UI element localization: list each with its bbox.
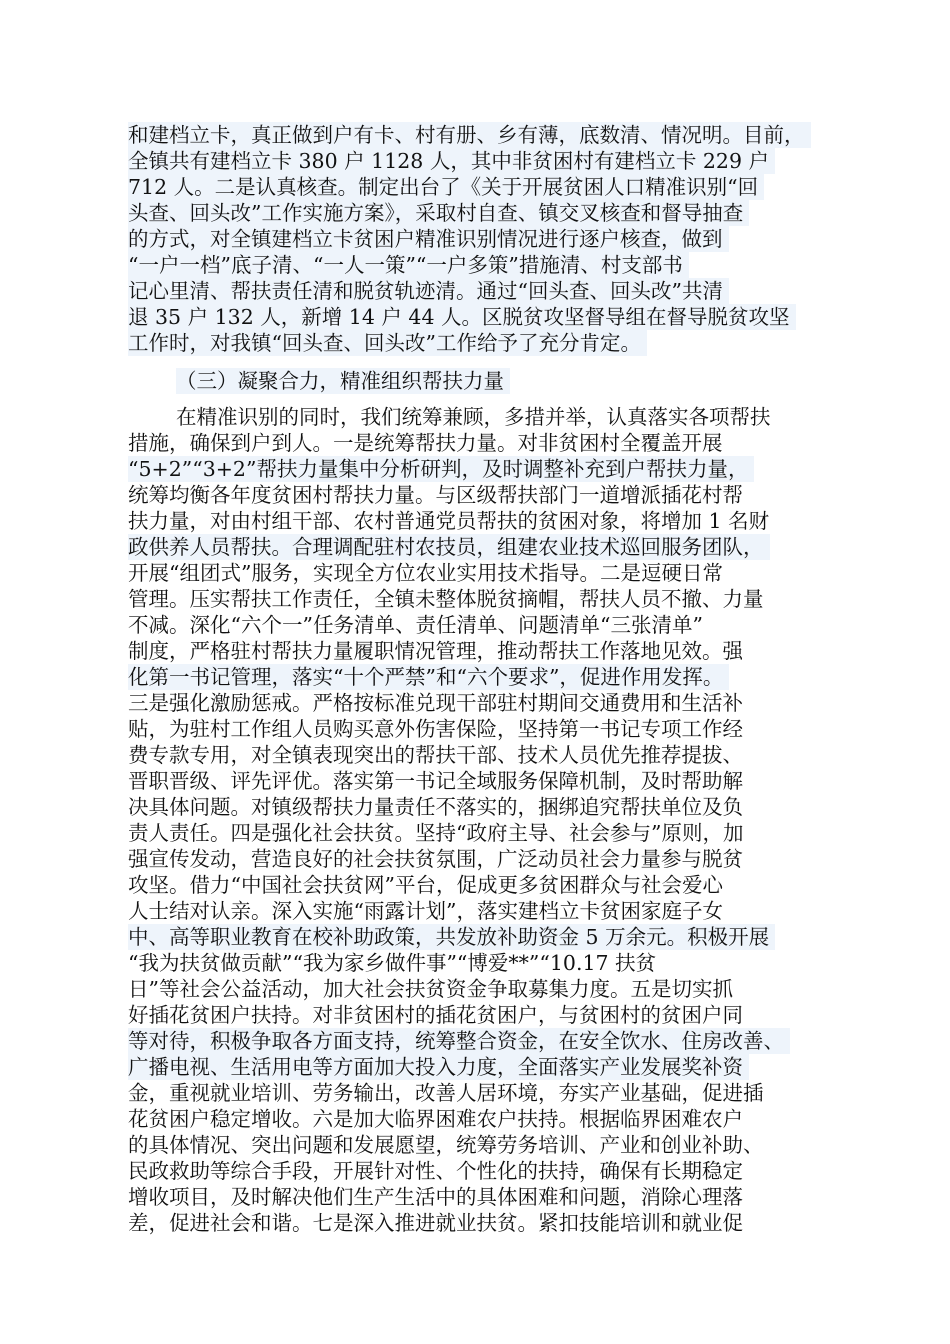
paragraph-1-line: 712 人。二是认真核查。制定出台了《关于开展贫困人口精准识别“回 xyxy=(128,174,764,200)
paragraph-2-line: 不减。深化“六个一”任务清单、责任清单、问题清单“三张清单” xyxy=(128,613,703,637)
paragraph-2-line: 政供养人员帮扶。合理调配驻村农技员，组建农业技术巡回服务团队， xyxy=(128,534,770,560)
paragraph-2-line: 费专款专用，对全镇表现突出的帮扶干部、技术人员优先推荐提拔、 xyxy=(128,743,743,767)
paragraph-2-line: 强宣传发动，营造良好的社会扶贫氛围，广泛动员社会力量参与脱贫 xyxy=(128,847,743,871)
paragraph-1-line: 全镇共有建档立卡 380 户 1128 人，其中非贫困村有建档立卡 229 户 xyxy=(128,148,775,174)
section-heading: （三）凝聚合力，精准组织帮扶力量 xyxy=(176,368,510,394)
paragraph-2-line: 增收项目，及时解决他们生产生活中的具体困难和问题，消除心理落 xyxy=(128,1185,743,1209)
paragraph-2-line: 民政救助等综合手段，开展针对性、个性化的扶持，确保有长期稳定 xyxy=(128,1159,743,1183)
paragraph-2-line: 在精准识别的同时，我们统筹兼顾，多措并举，认真落实各项帮扶 xyxy=(176,405,771,429)
paragraph-1-line: 退 35 户 132 人，新增 14 户 44 人。区脱贫攻坚督导组在督导脱贫攻坚 xyxy=(128,304,796,330)
paragraph-2-line: 差，促进社会和谐。七是深入推进就业扶贫。紧扣技能培训和就业促 xyxy=(128,1211,743,1235)
paragraph-2-line: 金，重视就业培训、劳务输出，改善人居环境，夯实产业基础，促进插 xyxy=(128,1081,764,1105)
paragraph-2-line: “5+2”“3+2”帮扶力量集中分析研判，及时调整补充到户帮扶力量， xyxy=(128,456,754,482)
paragraph-2-line: 广播电视、生活用电等方面加大投入力度，全面落实产业发展奖补资 xyxy=(128,1054,749,1080)
paragraph-2-line: 责人责任。四是强化社会扶贫。坚持“政府主导、社会参与”原则，加 xyxy=(128,821,744,845)
paragraph-2-line: 等对待，积极争取各方面支持，统筹整合资金，在安全饮水、住房改善、 xyxy=(128,1028,790,1054)
paragraph-2-line: 晋职晋级、评先评优。落实第一书记全域服务保障机制，及时帮助解 xyxy=(128,769,743,793)
paragraph-2-line: 决具体问题。对镇级帮扶力量责任不落实的，捆绑追究帮扶单位及负 xyxy=(128,795,743,819)
paragraph-2-line: 扶力量，对由村组干部、农村普通党员帮扶的贫困对象，将增加 1 名财 xyxy=(128,509,770,533)
paragraph-2-line: “我为扶贫做贡献”“我为家乡做件事”“博爱**”“10.17 扶贫 xyxy=(128,951,657,975)
paragraph-2-line: 花贫困户稳定增收。六是加大临界困难农户扶持。根据临界困难农户 xyxy=(128,1107,743,1131)
paragraph-2-line: 开展“组团式”服务，实现全方位农业实用技术指导。二是逗硬日常 xyxy=(128,561,723,585)
paragraph-1-line: 记心里清、帮扶责任清和脱贫轨迹清。通过“回头查、回头改”共清 xyxy=(128,278,729,304)
paragraph-2-line: 制度，严格驻村帮扶力量履职情况管理，推动帮扶工作落地见效。强 xyxy=(128,639,743,663)
paragraph-2-line: 好插花贫困户扶持。对非贫困村的插花贫困户，与贫困村的贫困户同 xyxy=(128,1003,743,1027)
paragraph-1-line: 头查、回头改”工作实施方案》，采取村自查、镇交叉核查和督导抽查 xyxy=(128,200,749,226)
paragraph-1-line: “一户一档”底子清、“一人一策”“一户多策”措施清、村支部书 xyxy=(128,252,689,278)
paragraph-2-line: 三是强化激励惩戒。严格按标准兑现干部驻村期间交通费用和生活补 xyxy=(128,691,743,715)
paragraph-2-line: 化第一书记管理，落实“十个严禁”和“六个要求”，促进作用发挥。 xyxy=(128,664,729,690)
paragraph-2-line: 措施，确保到户到人。一是统筹帮扶力量。对非贫困村全覆盖开展 xyxy=(128,431,723,455)
paragraph-2-line: 人士结对认亲。深入实施“雨露计划”，落实建档立卡贫困家庭子女 xyxy=(128,899,723,923)
paragraph-2-line: 日”等社会公益活动，加大社会扶贫资金争取募集力度。五是切实抓 xyxy=(128,977,733,1001)
paragraph-1-line: 工作时，对我镇“回头查、回头改”工作给予了充分肯定。 xyxy=(128,330,647,356)
paragraph-1-line: 和建档立卡，真正做到户有卡、村有册、乡有薄，底数清、情况明。目前， xyxy=(128,122,811,148)
paragraph-2-line: 中、高等职业教育在校补助政策，共发放补助资金 5 万余元。积极开展 xyxy=(128,924,775,950)
paragraph-2-line: 攻坚。借力“中国社会扶贫网”平台，促成更多贫困群众与社会爱心 xyxy=(128,873,723,897)
paragraph-2-line: 管理。压实帮扶工作责任，全镇未整体脱贫摘帽，帮扶人员不撤、力量 xyxy=(128,587,764,611)
paragraph-2-line: 贴，为驻村工作组人员购买意外伤害保险，坚持第一书记专项工作经 xyxy=(128,717,743,741)
paragraph-1-line: 的方式，对全镇建档立卡贫困户精准识别情况进行逐户核查，做到 xyxy=(128,226,729,252)
paragraph-2-line: 的具体情况、突出问题和发展愿望，统筹劳务培训、产业和创业补助、 xyxy=(128,1133,764,1157)
paragraph-2-line: 统筹均衡各年度贫困村帮扶力量。与区级帮扶部门一道增派插花村帮 xyxy=(128,483,743,507)
